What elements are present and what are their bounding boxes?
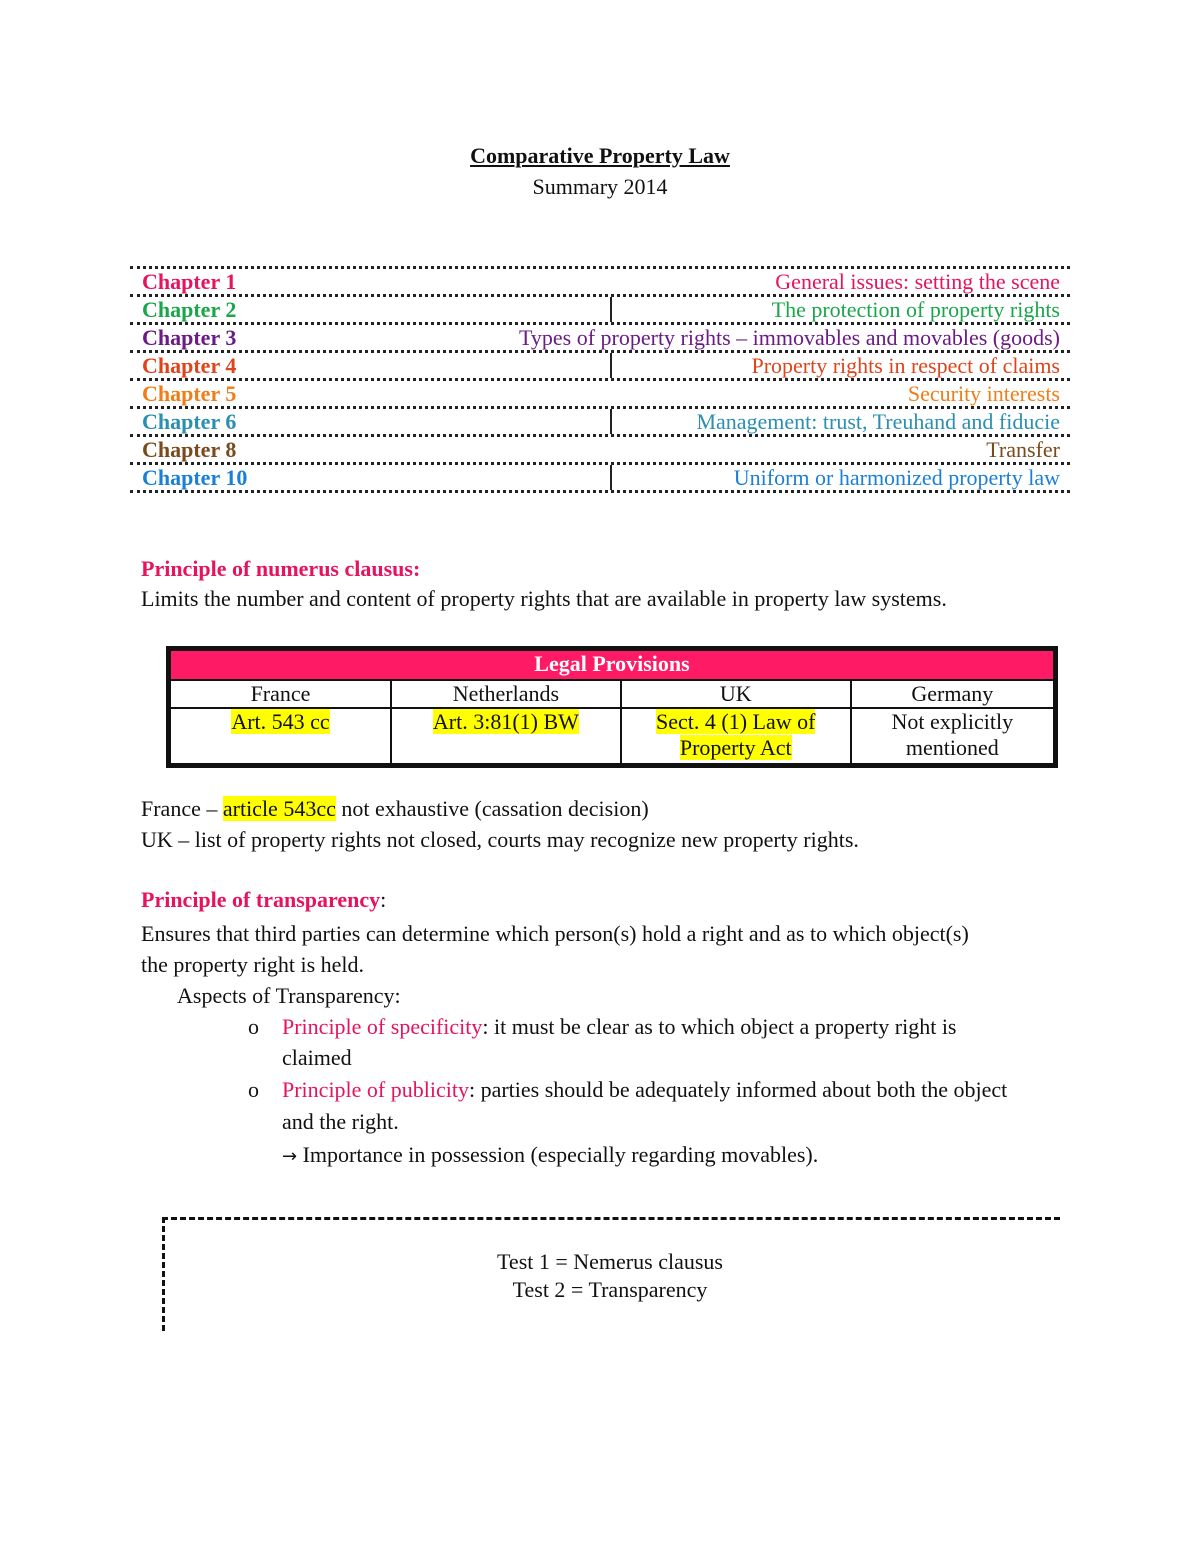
note-prefix: France – <box>141 796 223 821</box>
specificity-item <box>282 1011 1062 1042</box>
numerus-clausus-heading: Principle of numerus clausus: <box>141 556 421 581</box>
publicity-item <box>282 1074 1082 1105</box>
legal-provisions-table <box>166 646 1058 768</box>
publicity-label: Principle of publicity <box>282 1077 469 1102</box>
bullet-marker: o <box>248 1077 259 1102</box>
highlight: Sect. 4 (1) Law of <box>656 709 816 734</box>
column-divider <box>610 297 612 322</box>
chapter-row <box>130 406 1070 434</box>
specificity-text: : it must be clear as to which object a property right is <box>482 1014 957 1039</box>
transparency-text-line2: the property right is held. <box>141 952 365 977</box>
chapter-row <box>130 350 1070 378</box>
chapter-label: Chapter 3 <box>142 325 237 350</box>
chapter-row <box>130 434 1070 462</box>
chapter-topic: Management: trust, Treuhand and fiducie <box>696 409 1060 434</box>
chapter-row <box>130 322 1070 350</box>
note-suffix: not exhaustive (cassation decision) <box>335 796 649 821</box>
chapter-label: Chapter 4 <box>142 353 237 378</box>
column-divider <box>610 409 612 434</box>
france-note <box>141 793 649 824</box>
chapter-label: Chapter 10 <box>142 465 248 490</box>
chapter-row <box>130 294 1070 322</box>
chapter-topic: Property rights in respect of claims <box>751 353 1060 378</box>
heading-colon: : <box>380 887 387 912</box>
chapter-row <box>130 462 1070 493</box>
transparency-text-line1: Ensures that third parties can determine which person(s) hold a right and as to which object(s) <box>141 921 969 946</box>
cell-text: Not explicitly <box>891 709 1014 734</box>
column-divider <box>610 465 612 490</box>
specificity-text-cont: claimed <box>282 1045 352 1070</box>
uk-note: UK – list of property rights not closed, courts may recognize new property rights. <box>141 827 859 852</box>
possession-text: Importance in possession (especially regarding movables). <box>297 1142 819 1167</box>
chapter-label: Chapter 1 <box>142 269 237 294</box>
chapter-topic: Security interests <box>907 381 1060 406</box>
publicity-text-cont: and the right. <box>282 1109 399 1134</box>
document-title: Comparative Property Law <box>470 143 730 168</box>
chapter-topic: Transfer <box>986 437 1060 462</box>
chapter-label: Chapter 5 <box>142 381 237 406</box>
chapter-topic: The protection of property rights <box>771 297 1060 322</box>
chapter-row <box>130 378 1070 406</box>
transparency-heading: Principle of transparency <box>141 887 381 912</box>
column-header-uk: UK <box>621 680 851 708</box>
publicity-text: : parties should be adequately informed about both the object <box>468 1077 1008 1102</box>
cell-uk <box>621 708 851 764</box>
cell-netherlands <box>391 708 621 764</box>
highlight: Art. 3:81(1) BW <box>432 709 579 734</box>
highlight: Art. 543 cc <box>231 709 330 734</box>
specificity-label: Principle of specificity <box>282 1014 483 1039</box>
chapter-table <box>130 266 1070 493</box>
transparency-heading-line <box>141 887 386 913</box>
highlight: Property Act <box>679 735 792 760</box>
numerus-clausus-text: Limits the number and content of property rights that are available in property law systems. <box>141 586 947 611</box>
cell-france <box>170 708 391 764</box>
arrow-right-icon: → <box>282 1146 298 1167</box>
possession-note <box>282 1139 818 1172</box>
legal-provisions-header: Legal Provisions <box>170 650 1054 680</box>
chapter-label: Chapter 6 <box>142 409 237 434</box>
chapter-topic: Types of property rights – immovables and movables (goods) <box>518 325 1060 350</box>
bullet-marker: o <box>248 1014 259 1039</box>
aspects-label: Aspects of Transparency: <box>177 983 401 1008</box>
tests-box-text <box>160 1248 1060 1304</box>
column-divider <box>610 353 612 378</box>
column-header-netherlands: Netherlands <box>391 680 621 708</box>
column-header-germany: Germany <box>851 680 1054 708</box>
chapter-topic: General issues: setting the scene <box>775 269 1060 294</box>
column-header-france: France <box>170 680 391 708</box>
highlight: article 543cc <box>222 796 336 821</box>
chapter-label: Chapter 2 <box>142 297 237 322</box>
chapter-label: Chapter 8 <box>142 437 237 462</box>
document-subtitle: Summary 2014 <box>532 174 668 199</box>
cell-germany <box>851 708 1054 764</box>
test-1: Test 1 = Nemerus clausus <box>497 1249 723 1274</box>
cell-text: mentioned <box>905 735 999 760</box>
chapter-topic: Uniform or harmonized property law <box>733 465 1060 490</box>
test-2: Test 2 = Transparency <box>512 1277 708 1302</box>
chapter-row <box>130 266 1070 294</box>
